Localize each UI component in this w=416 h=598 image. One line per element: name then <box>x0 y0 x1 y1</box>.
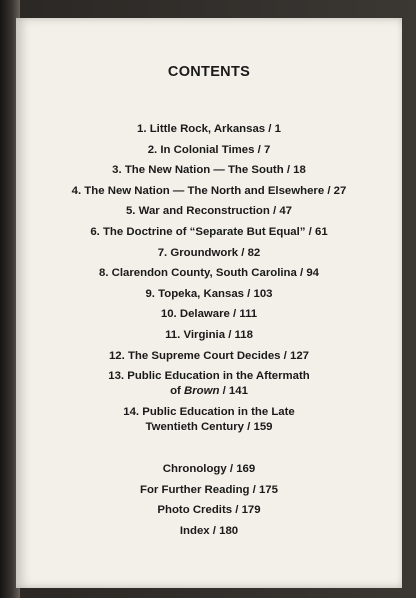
chapter-entry: 12. The Supreme Court Decides / 127 <box>108 349 310 362</box>
chapter-entry: 8. Clarendon County, South Carolina / 94 <box>98 267 320 280</box>
chapter-entry-line1: 13. Public Education in the Aftermath <box>108 370 310 383</box>
back-matter-entry: Photo Credits / 179 <box>157 504 261 517</box>
chapter-entry-line1: 14. Public Education in the Late <box>123 406 295 419</box>
chapter-entry: 11. Virginia / 118 <box>165 328 253 341</box>
chapter-entry-line2 <box>16 384 402 399</box>
back-matter-entry: For Further Reading / 175 <box>140 483 278 496</box>
book-page <box>16 18 402 588</box>
chapter-entry-page: / 141 <box>219 385 248 398</box>
chapter-entry-line2: Twentieth Century / 159 <box>145 421 273 434</box>
back-matter-entry: Chronology / 169 <box>162 463 256 475</box>
chapter-entry: 2. In Colonial Times / 7 <box>147 143 271 156</box>
chapter-entry: 10. Delaware / 111 <box>160 308 258 321</box>
back-matter-list <box>16 462 402 544</box>
chapter-entry: 4. The New Nation — The North and Elsewhere / 27 <box>71 184 347 197</box>
chapter-list <box>16 122 402 441</box>
chapter-entry <box>16 405 402 441</box>
chapter-entry-italic-title: Brown <box>183 385 220 398</box>
contents-heading: CONTENTS <box>167 64 251 80</box>
chapter-entry-text: of <box>170 385 184 398</box>
chapter-entry <box>16 369 402 405</box>
chapter-entry: 3. The New Nation — The South / 18 <box>112 164 306 177</box>
chapter-entry: 1. Little Rock, Arkansas / 1 <box>137 123 281 135</box>
chapter-entry: 6. The Doctrine of “Separate But Equal” / 61 <box>90 225 328 238</box>
chapter-entry: 7. Groundwork / 82 <box>157 246 261 259</box>
chapter-entry: 9. Topeka, Kansas / 103 <box>145 287 273 300</box>
back-matter-entry: Index / 180 <box>179 524 239 537</box>
chapter-entry: 5. War and Reconstruction / 47 <box>125 205 293 218</box>
